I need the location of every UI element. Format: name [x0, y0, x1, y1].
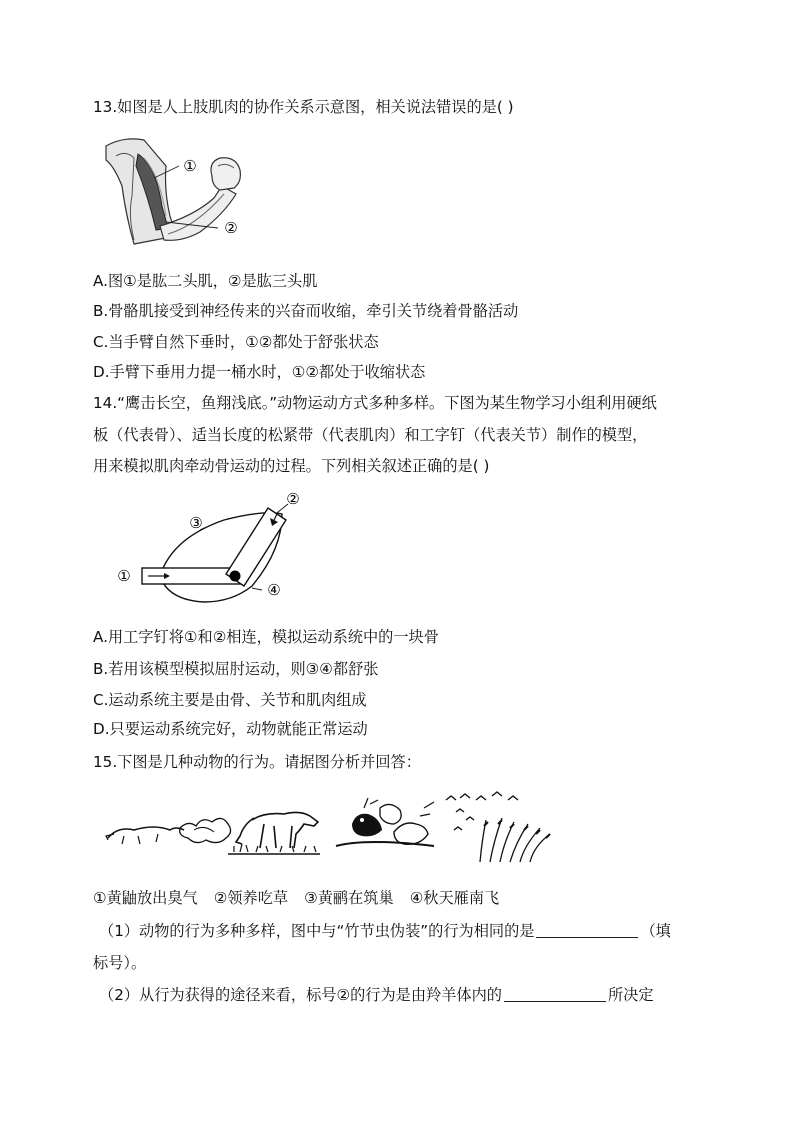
animal-behaviors-figure [104, 790, 562, 866]
q13-stem: 13.如图是人上肢肌肉的协作关系示意图，相关说法错误的是( ) [93, 98, 514, 116]
q15-sub1-cont: 标号）。 [93, 954, 147, 972]
caption-1: ①黄鼬放出臭气 [93, 889, 198, 907]
geese-illustration [446, 792, 550, 862]
q14-option-b: B.若用该模型模拟屈肘运动，则③④都舒张 [93, 660, 379, 678]
q14-option-d: D.只要运动系统完好，动物就能正常运动 [93, 720, 368, 738]
arm-muscle-figure [104, 136, 274, 246]
q14-fig-label-2: ② [286, 490, 300, 508]
q13-option-a: A.图①是肱二头肌，②是肱三头肌 [93, 272, 318, 290]
q14-fig-label-4: ④ [267, 581, 281, 599]
caption-2: ②领养吃草 [213, 889, 289, 907]
weasel-illustration [106, 818, 231, 844]
q14-fig-label-1: ① [117, 567, 131, 585]
antelope-illustration [228, 812, 320, 854]
q14-stem-line-2: 板（代表骨）、适当长度的松紧带（代表肌肉）和工字钉（代表关节）制作的模型， [93, 426, 648, 444]
q15-captions [93, 888, 499, 908]
q14-fig-label-3: ③ [189, 514, 203, 532]
q13-option-d: D.手臂下垂用力提一桶水时，①②都处于收缩状态 [93, 363, 426, 381]
caption-4: ④秋天雁南飞 [409, 889, 500, 907]
q13-fig-label-2: ② [224, 219, 238, 237]
q15-sub1 [99, 921, 671, 941]
q13-fig-label-1: ① [183, 157, 197, 175]
oriole-nest-illustration [336, 798, 434, 846]
q13-option-b: B.骨骼肌接受到神经传来的兴奋而收缩，牵引关节绕着骨骼活动 [93, 302, 519, 320]
q15-sub2-text: （2）从行为获得的途径来看，标号②的行为是由羚羊体内的 [99, 986, 502, 1004]
caption-3: ③黄鹂在筑巢 [304, 889, 394, 907]
q15-sub2-tail: 所决定 [607, 986, 654, 1004]
q14-option-c: C.运动系统主要是由骨、关节和肌肉组成 [93, 691, 367, 709]
q15-sub1-tail: （填 [640, 922, 671, 940]
q14-option-a: A.用工字钉将①和②相连，模拟运动系统中的一块骨 [93, 628, 439, 646]
q13-option-c: C.当手臂自然下垂时，①②都处于舒张状态 [93, 333, 379, 351]
q15-sub2-answer-blank[interactable] [504, 985, 606, 1002]
muscle-bone-model-figure [112, 490, 312, 605]
q15-sub1-text: （1）动物的行为多种多样，图中与“竹节虫伪装”的行为相同的是 [99, 922, 535, 940]
q15-sub1-answer-blank[interactable] [536, 921, 638, 938]
q14-stem-line-3: 用来模拟肌肉牵动骨运动的过程。下列相关叙述正确的是( ) [93, 457, 490, 475]
q14-stem-line-1: 14.“鹰击长空，鱼翔浅底。”动物运动方式多种多样。下图为某生物学习小组利用硬纸 [93, 394, 657, 412]
q15-sub2 [99, 985, 654, 1005]
q15-stem: 15.下图是几种动物的行为。请据图分析并回答： [93, 753, 421, 771]
